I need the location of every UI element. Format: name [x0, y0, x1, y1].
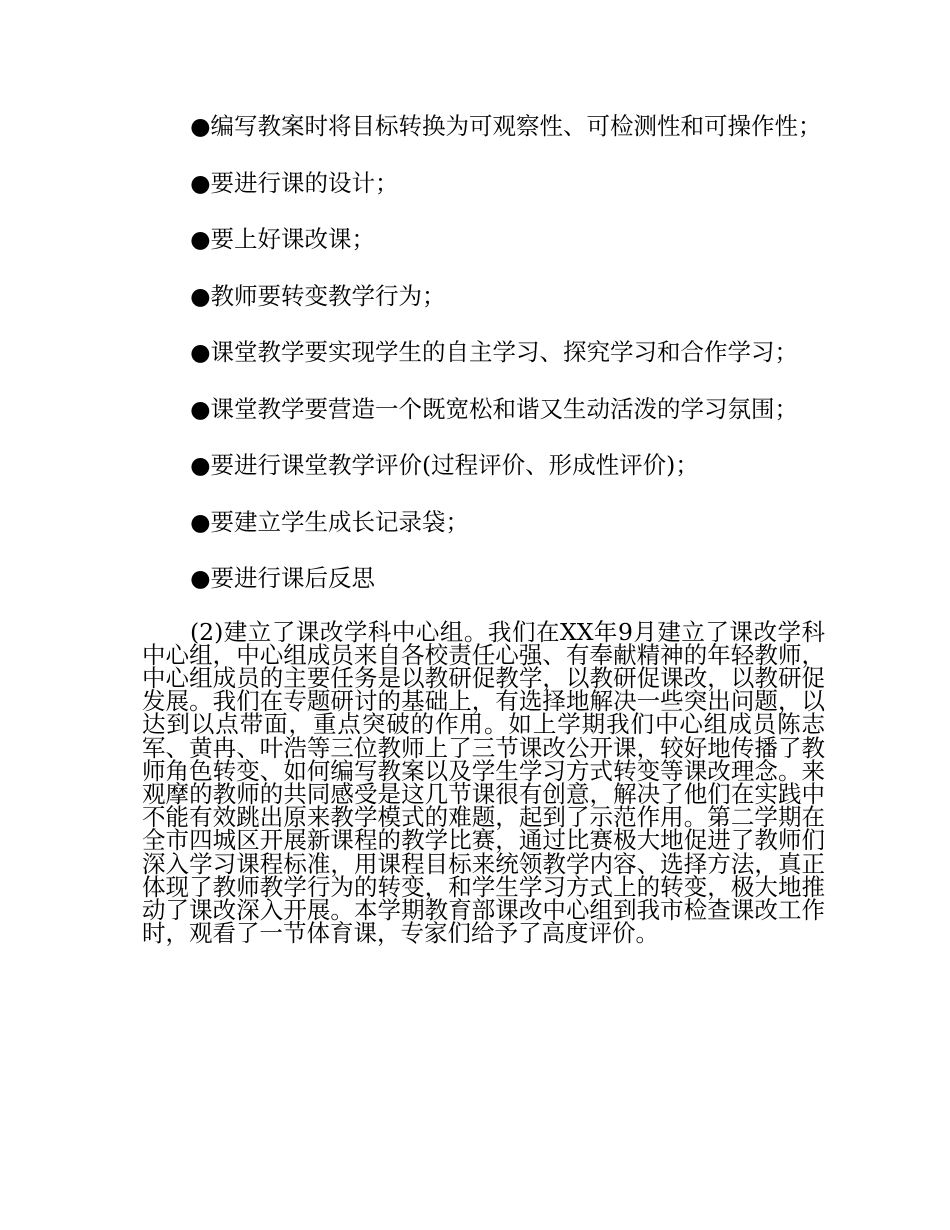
- bullet-item-autonomous-learning: ●课堂教学要实现学生的自主学习、探究学习和合作学习；: [190, 338, 799, 366]
- bullet-item-objectives: ●编写教案时将目标转换为可观察性、可检测性和可操作性；: [190, 112, 822, 140]
- bullet-item-lesson-design: ●要进行课的设计；: [190, 168, 399, 197]
- bullet-item-classroom-evaluation: ●要进行课堂教学评价(过程评价、形成性评价)；: [190, 451, 699, 479]
- bullet-item-learning-atmosphere: ●课堂教学要营造一个既宽松和谐又生动活泼的学习氛围；: [190, 394, 799, 423]
- document-body: [142, 112, 825, 948]
- body-paragraph: (2)建立了课改学科中心组。我们在XX年9月建立了课改学科中心组，中心组成员来自各校责任心强、有奉献精神的年轻教师，中心组成员的主要任务是以教研促教学，以教研促课改，以教研促发展。我们在专题研讨的基础上，有选择地解决一些突出问题，以达到以点带面，重点突破的作用。如上学期我们中心组成员陈志军、黄冉、叶浩等三位教师上了三节课改公开课，较好地传播了教师角色转变、如何编写教案以及学生学习方式转变等课改理念。来观摩的教师的共同感受是这几节课很有创意，解决了他们在实践中不能有效跳出原来教学模式的难题，起到了示范作用。第二学期在全市四城区开展新课程的教学比赛，通过比赛极大地促进了教师们深入学习课程标准，用课程目标来统领教学内容、选择方法，真正体现了教师教学行为的转变，和学生学习方式上的转变，极大地推动了课改深入开展。本学期教育部课改中心组到我市检查课改工作时，观看了一节体育课，专家们给予了高度评价。: [142, 617, 825, 948]
- bullet-item-growth-record: ●要建立学生成长记录袋；: [190, 507, 470, 536]
- bullet-item-teaching-behavior: ●教师要转变教学行为；: [190, 281, 446, 310]
- bullet-item-reform-class: ●要上好课改课；: [190, 225, 376, 253]
- bullet-item-reflection: ●要进行课后反思: [190, 564, 376, 592]
